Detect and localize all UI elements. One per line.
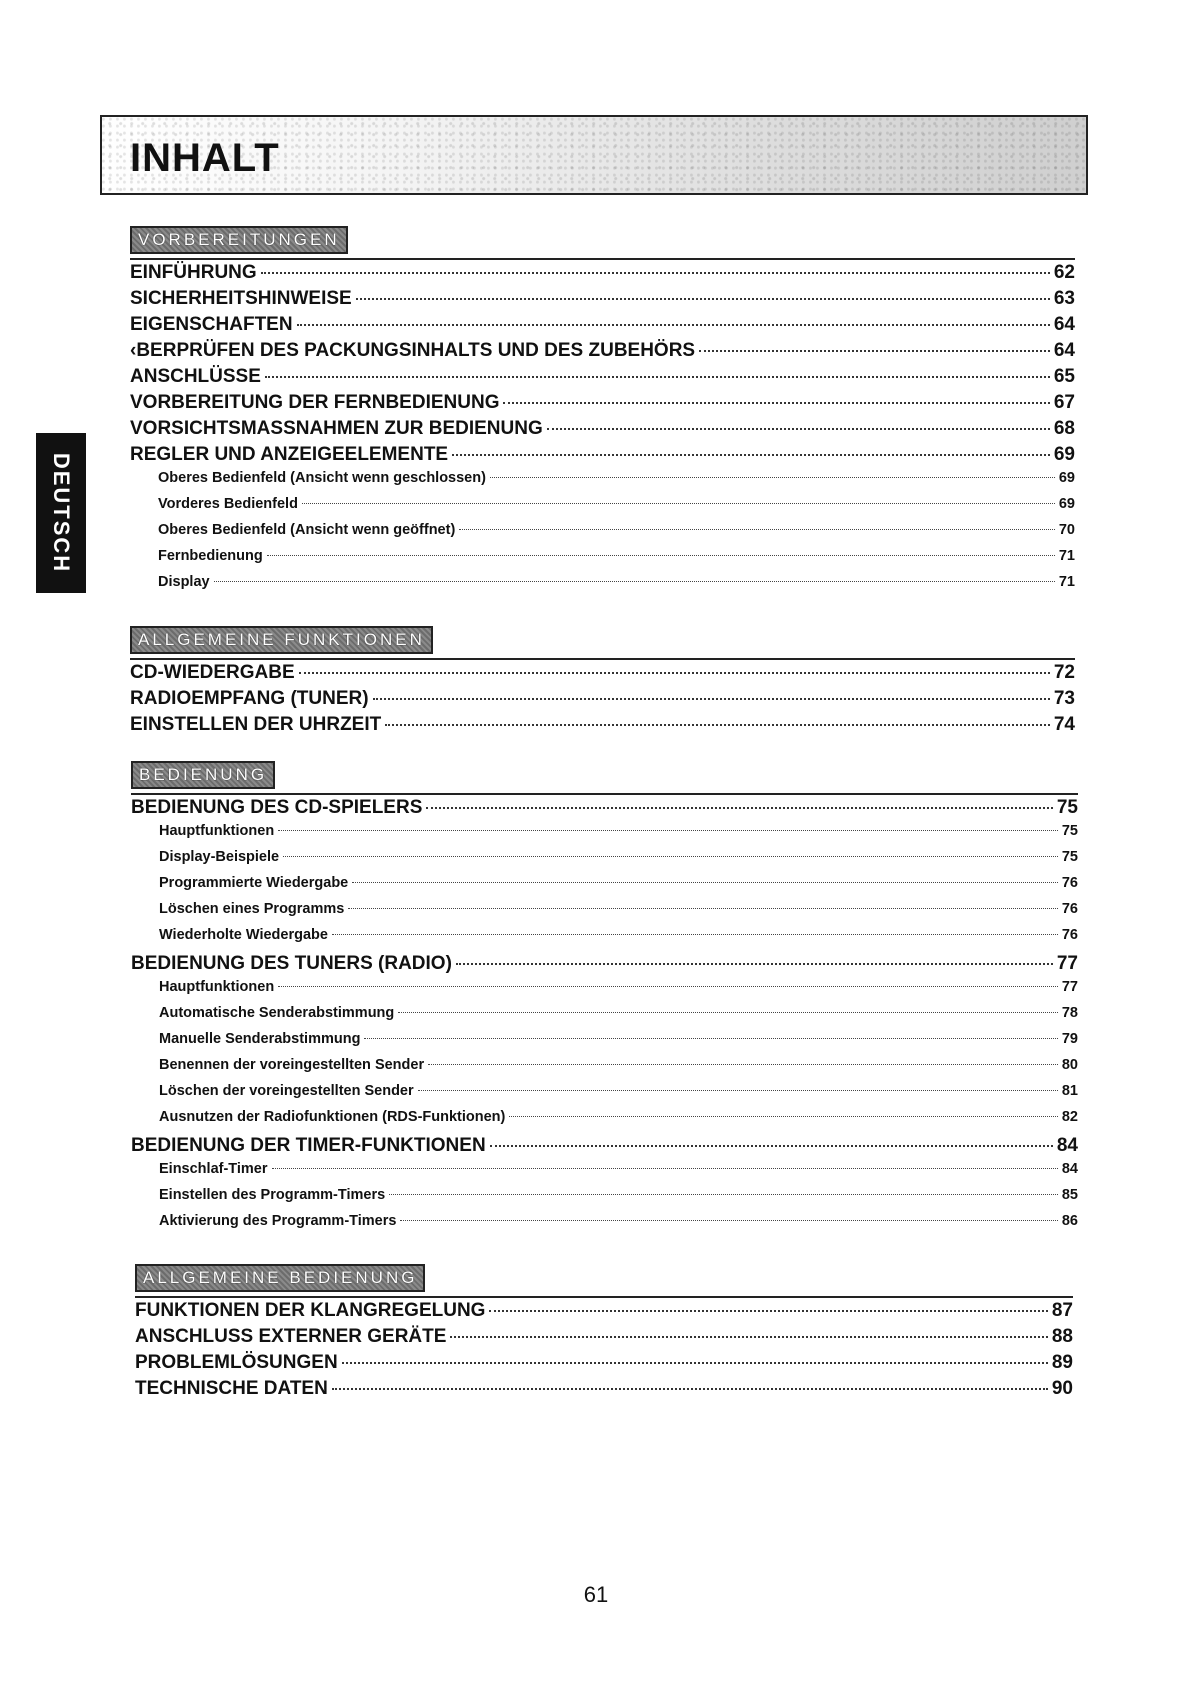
toc-entry[interactable]: ‹BERPRÜFEN DES PACKUNGSINHALTS UND DES ZUBEHÖRS 64 — [130, 340, 1075, 361]
toc-entry[interactable]: REGLER UND ANZEIGEELEMENTE 69 — [130, 444, 1075, 465]
language-label: DEUTSCH — [49, 452, 74, 574]
toc-entry[interactable]: BEDIENUNG DES CD-SPIELERS 75 — [131, 797, 1078, 818]
section-bedienung — [131, 761, 1078, 1239]
section-vorbereitungen — [130, 226, 1075, 600]
toc-subentry[interactable]: Display-Beispiele 75 — [159, 849, 1078, 865]
toc-subentry[interactable]: Hauptfunktionen 77 — [159, 979, 1078, 995]
toc-subentry[interactable]: Einstellen des Programm-Timers 85 — [159, 1187, 1078, 1203]
toc-subentry[interactable]: Wiederholte Wiedergabe 76 — [159, 927, 1078, 943]
toc-entry[interactable]: EIGENSCHAFTEN 64 — [130, 314, 1075, 335]
language-side-tab — [36, 433, 86, 593]
toc-subentry[interactable]: Vorderes Bedienfeld 69 — [158, 496, 1075, 512]
toc-entry[interactable]: TECHNISCHE DATEN 90 — [135, 1378, 1073, 1399]
toc-entry[interactable]: EINSTELLEN DER UHRZEIT 74 — [130, 714, 1075, 735]
toc-subentry[interactable]: Display 71 — [158, 574, 1075, 590]
section-divider — [130, 658, 1075, 660]
toc-subentry[interactable]: Löschen eines Programms 76 — [159, 901, 1078, 917]
toc-subentry[interactable]: Ausnutzen der Radiofunktionen (RDS-Funktionen) 82 — [159, 1109, 1078, 1125]
section-label: ALLGEMEINE FUNKTIONEN — [130, 626, 433, 654]
toc-subentry[interactable]: Einschlaf-Timer 84 — [159, 1161, 1078, 1177]
toc-entry[interactable]: ANSCHLUSS EXTERNER GERÄTE 88 — [135, 1326, 1073, 1347]
toc-entry[interactable]: PROBLEMLÖSUNGEN 89 — [135, 1352, 1073, 1373]
toc-subentry[interactable]: Fernbedienung 71 — [158, 548, 1075, 564]
section-allgemeine-funktionen — [130, 626, 1075, 740]
toc-list — [135, 1300, 1073, 1404]
toc-entry[interactable]: BEDIENUNG DER TIMER-FUNKTIONEN 84 — [131, 1135, 1078, 1156]
toc-subentry[interactable]: Aktivierung des Programm-Timers 86 — [159, 1213, 1078, 1229]
section-allgemeine-bedienung — [135, 1264, 1073, 1404]
toc-entry[interactable]: SICHERHEITSHINWEISE 63 — [130, 288, 1075, 309]
page-number: 61 — [583, 1582, 609, 1607]
section-label: BEDIENUNG — [131, 761, 275, 789]
toc-entry[interactable]: VORBEREITUNG DER FERNBEDIENUNG 67 — [130, 392, 1075, 413]
section-label: VORBEREITUNGEN — [130, 226, 348, 254]
toc-list — [131, 797, 1078, 1239]
toc-entry[interactable]: CD-WIEDERGABE 72 — [130, 662, 1075, 683]
toc-subentry[interactable]: Oberes Bedienfeld (Ansicht wenn geschlossen) 69 — [158, 470, 1075, 486]
section-divider — [135, 1296, 1073, 1298]
title-banner — [100, 115, 1088, 195]
toc-entry[interactable]: VORSICHTSMASSNAHMEN ZUR BEDIENUNG 68 — [130, 418, 1075, 439]
toc-subentry[interactable]: Automatische Senderabstimmung 78 — [159, 1005, 1078, 1021]
section-divider — [130, 258, 1075, 260]
toc-entry[interactable]: ANSCHLÜSSE 65 — [130, 366, 1075, 387]
toc-entry[interactable]: EINFÜHRUNG 62 — [130, 262, 1075, 283]
toc-subentry[interactable]: Oberes Bedienfeld (Ansicht wenn geöffnet) 70 — [158, 522, 1075, 538]
toc-entry[interactable]: RADIOEMPFANG (TUNER) 73 — [130, 688, 1075, 709]
toc-list — [130, 262, 1075, 600]
section-label: ALLGEMEINE BEDIENUNG — [135, 1264, 425, 1292]
toc-subentry[interactable]: Löschen der voreingestellten Sender 81 — [159, 1083, 1078, 1099]
toc-subentry[interactable]: Manuelle Senderabstimmung 79 — [159, 1031, 1078, 1047]
toc-entry[interactable]: BEDIENUNG DES TUNERS (RADIO) 77 — [131, 953, 1078, 974]
toc-list — [130, 662, 1075, 740]
toc-subentry[interactable]: Benennen der voreingestellten Sender 80 — [159, 1057, 1078, 1073]
toc-entry[interactable]: FUNKTIONEN DER KLANGREGELUNG 87 — [135, 1300, 1073, 1321]
toc-subentry[interactable]: Programmierte Wiedergabe 76 — [159, 875, 1078, 891]
toc-subentry[interactable]: Hauptfunktionen 75 — [159, 823, 1078, 839]
page-title: INHALT — [130, 136, 280, 180]
section-divider — [131, 793, 1078, 795]
